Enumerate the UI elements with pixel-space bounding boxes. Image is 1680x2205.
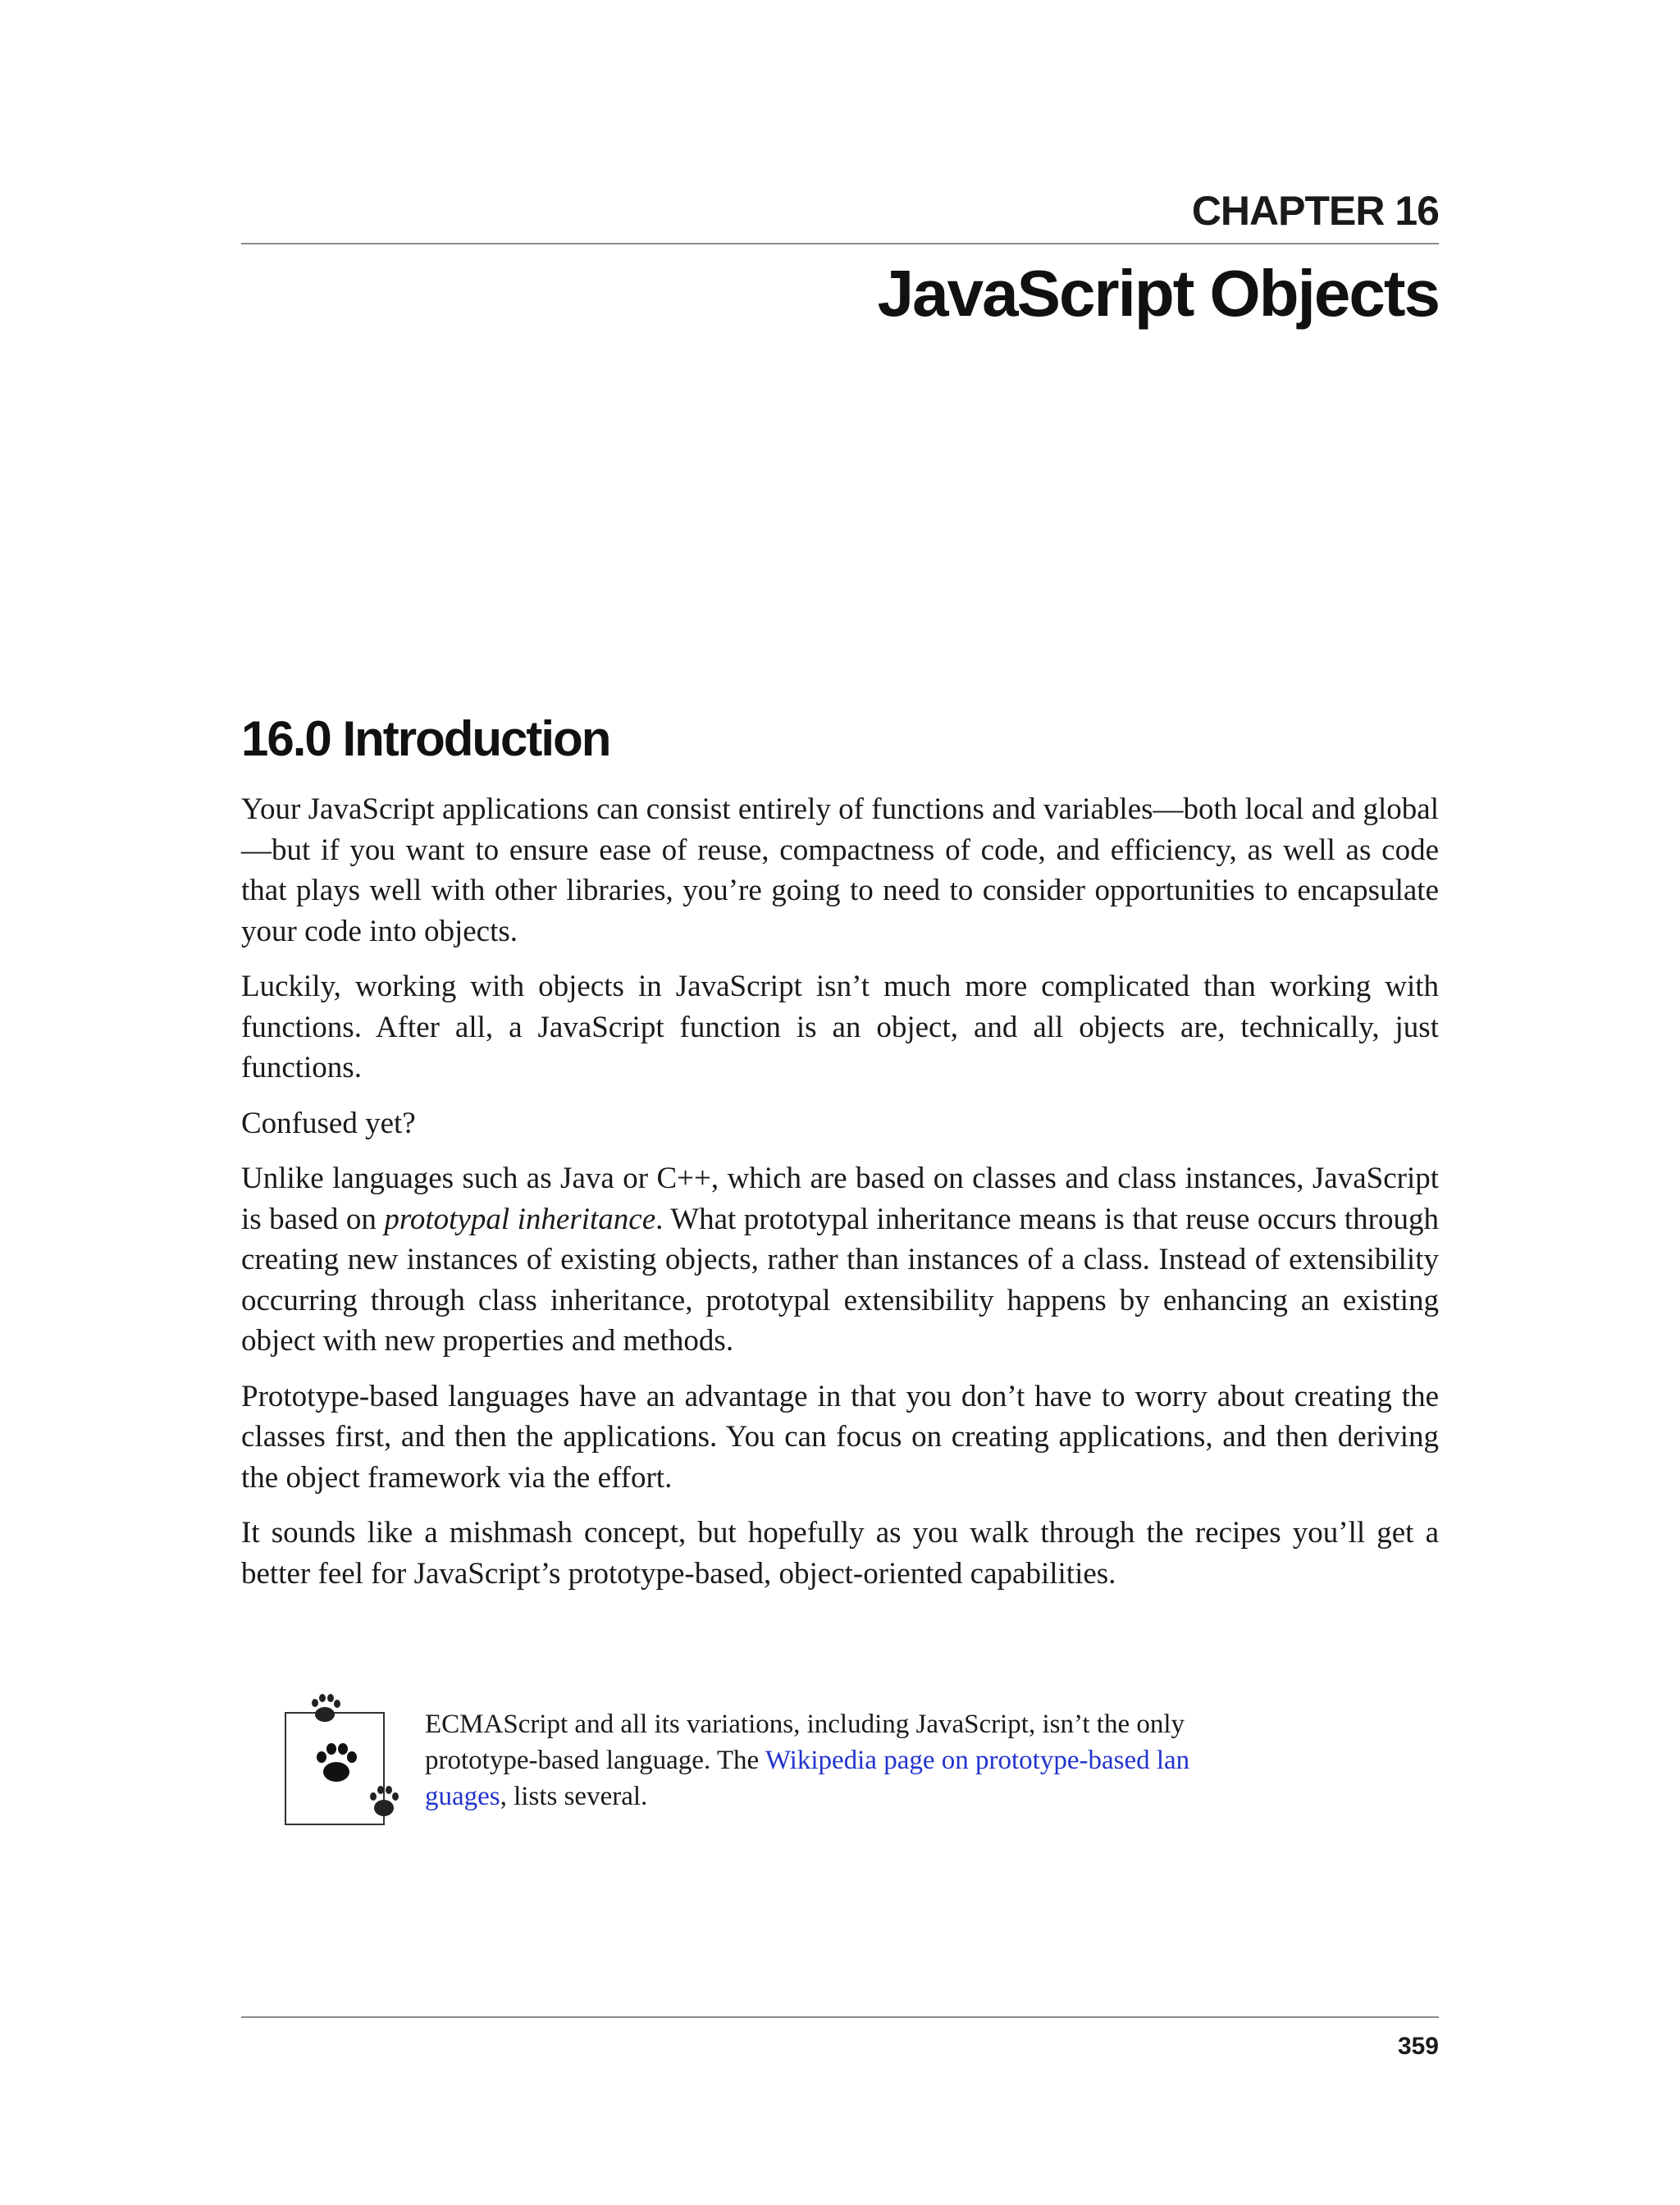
paragraph-text: . What prototypal inheritance means is that reuse occurs through creating new instances of existing objects, rather than instances of a class. Instead of extensibility occurring through class inheritance, prototypal extensibility happens by enhancing an existing object with new properties and methods.	[241, 1202, 1439, 1358]
paragraph-text: Unlike languages such as Java or C++, which are based on classes and class instances, JavaScript is based on	[241, 1162, 1439, 1236]
paragraph: Confused yet?	[241, 1106, 416, 1140]
section-heading: 16.0 Introduction	[241, 711, 610, 766]
chapter-label: CHAPTER 16	[1191, 188, 1439, 234]
wikipedia-link[interactable]: Wikipedia page on prototype-based lan guages	[425, 1746, 1190, 1811]
footer-rule	[241, 2016, 1439, 2018]
paragraph: It sounds like a mishmash concept, but hopefully as you walk through the recipes you’ll get a better feel for JavaScript’s prototype-based, object-oriented capabilities.	[241, 1516, 1439, 1591]
paragraph: Luckily, working with objects in JavaScript isn’t much more complicated than working with functions. After all, a JavaScript function is an object, and all objects are, technically, just functions.	[241, 970, 1439, 1084]
chapter-title: JavaScript Objects	[877, 257, 1439, 330]
paragraph	[241, 1158, 1439, 1362]
tip-note-text	[425, 1706, 1278, 1815]
chapter-rule	[241, 243, 1439, 244]
paragraph: Prototype-based languages have an advantage in that you don’t have to worry about creating the classes first, and then the applications. You can focus on creating applications, and then deriving the object framework via the effort.	[241, 1379, 1439, 1495]
note-text: , lists several.	[500, 1782, 648, 1811]
body-text	[241, 789, 1439, 1609]
paragraph: Your JavaScript applications can consist entirely of functions and variables—both local and global—but if you want to ensure ease of reuse, compactness of code, and efficiency, as well as code that plays well with other libraries, you’re going to need to consider opportunities to encapsulate your code into objects.	[241, 792, 1439, 948]
note-text: ECMAScript and all its variations, including JavaScript, isn’t the only prototype-based language. The	[425, 1710, 1185, 1775]
emphasis-term: prototypal inheritance	[384, 1202, 656, 1236]
tip-paw-prints-icon	[284, 1690, 415, 1829]
tip-note	[284, 1690, 1399, 1829]
page-number: 359	[1397, 2033, 1439, 2060]
